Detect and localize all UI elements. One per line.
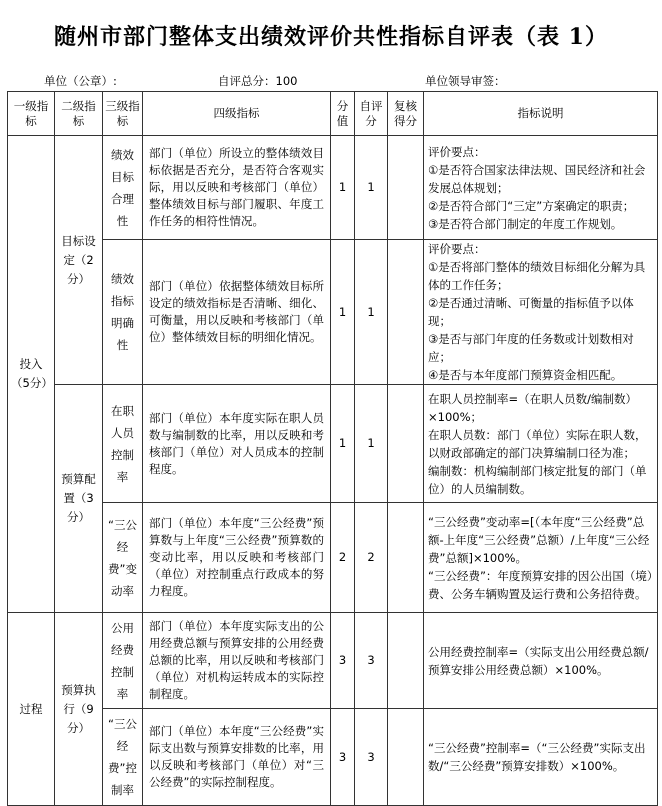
score-cell: 3	[331, 613, 355, 709]
explain-line: “三公经费”：年度预算安排的因公出国（境）费、公务车辆购置及运行费和公务招待费。	[428, 568, 653, 601]
level3-cell: 绩效指标明确性	[103, 240, 143, 385]
explain-cell	[424, 385, 658, 503]
score-cell: 3	[331, 709, 355, 806]
header-level4: 四级指标	[143, 92, 331, 136]
explain-cell	[424, 709, 658, 806]
page-title: 随州市部门整体支出绩效评价共性指标自评表（表 1）	[54, 24, 608, 50]
explain-line: “三公经费”控制率=（“三公经费”实际支出数/“三公经费”预算安排数）×100%。	[428, 741, 646, 773]
explain-line: 评价要点：	[428, 242, 486, 256]
explain-line: ①是否符合国家法律法规、国民经济和社会发展总体规划；	[428, 162, 646, 195]
table-row	[8, 385, 658, 503]
explain-line: ②是否符合部门“三定”方案确定的职责；	[428, 198, 635, 213]
explain-line: 在职人员数：部门（单位）实际在职人数，以财政部确定的部门决算编制口径为准；	[428, 427, 647, 460]
review-score-cell[interactable]	[388, 240, 424, 385]
review-score-cell[interactable]	[388, 136, 424, 240]
explain-cell	[424, 240, 658, 385]
total-score-label: 自评总分：100	[218, 74, 298, 88]
self-score-cell: 3	[355, 613, 388, 709]
explain-line: 评价要点：	[428, 144, 486, 159]
table-header-row	[8, 92, 658, 136]
explain-line: 编制数：机构编制部门核定批复的部门（单位）的人员编制数。	[428, 463, 647, 496]
subgroup-budget-config-cell: 预算配置（3分）	[55, 385, 103, 613]
header-score: 分值	[331, 92, 355, 136]
level3-cell: 公用经费控制率	[103, 613, 143, 709]
group-input-cell: 投入（5分）	[8, 136, 55, 613]
explain-line: ③是否与部门年度的任务数或计划数相对应；	[428, 332, 634, 364]
header-explain: 指标说明	[424, 92, 658, 136]
level4-cell: 部门（单位）本年度实际在职人员数与编制数的比率，用以反映和考核部门（单位）对人员成本的控制程度。	[143, 385, 331, 503]
subgroup-target-cell: 目标设定（2分）	[55, 136, 103, 385]
table-row	[8, 709, 658, 806]
explain-line: ①是否将部门整体的绩效目标细化分解为具体的工作任务；	[428, 260, 646, 292]
explain-line: 公用经费控制率=（实际支出公用经费总额/预算安排公用经费总额）×100%。	[428, 644, 649, 677]
self-score-cell: 1	[355, 136, 388, 240]
table-row	[8, 613, 658, 709]
explain-cell	[424, 136, 658, 240]
score-cell: 2	[331, 503, 355, 613]
self-score-cell: 3	[355, 709, 388, 806]
level4-cell: 部门（单位）所设立的整体绩效目标依据是否充分，是否符合客观实际，用以反映和考核部门（单位）整体绩效目标与部门履职、年度工作任务的相符性情况。	[143, 136, 331, 240]
header-level1: 一级指标	[8, 92, 55, 136]
unit-seal-label: 单位（公章）:	[44, 74, 117, 88]
header-self-score: 自评分	[355, 92, 388, 136]
review-score-cell[interactable]	[388, 613, 424, 709]
level3-cell: 在职人员控制率	[103, 385, 143, 503]
indicator-table	[7, 91, 658, 806]
header-review-score: 复核得分	[388, 92, 424, 136]
explain-line: “三公经费”变动率=[（本年度“三公经费”总额-上年度“三公经费”总额）/上年度“三公经费”总额]×100%。	[428, 514, 650, 565]
self-score-cell: 1	[355, 385, 388, 503]
self-score-cell: 2	[355, 503, 388, 613]
explain-line: ②是否通过清晰、可衡量的指标值予以体现；	[428, 296, 634, 328]
explain-line: 在职人员控制率=（在职人员数/编制数）×100%；	[428, 391, 638, 424]
group-process-cell: 过程	[8, 613, 55, 806]
explain-cell	[424, 613, 658, 709]
review-score-cell[interactable]	[388, 385, 424, 503]
level3-cell: “三公经费”变动率	[103, 503, 143, 613]
explain-line: ④是否与本年度部门预算资金相匹配。	[428, 368, 623, 382]
level4-cell: 部门（单位）依据整体绩效目标所设定的绩效指标是否清晰、细化、可衡量，用以反映和考核部门（单位）整体绩效目标的明细化情况。	[143, 240, 331, 385]
table-row	[8, 136, 658, 240]
level4-cell: 部门（单位）本年度“三公经费”实际支出数与预算安排数的比率，用以反映和考核部门（单位）对“三公经费”的实际控制程度。	[143, 709, 331, 806]
score-cell: 1	[331, 385, 355, 503]
level4-cell: 部门（单位）本年度“三公经费”预算数与上年度“三公经费”预算数的变动比率，用以反映和考核部门（单位）对控制重点行政成本的努力程度。	[143, 503, 331, 613]
table-row	[8, 503, 658, 613]
header-level2: 二级指标	[55, 92, 103, 136]
leader-approval-label: 单位领导审签：	[425, 74, 506, 88]
header-level3: 三级指标	[103, 92, 143, 136]
level3-cell: 绩效目标合理性	[103, 136, 143, 240]
explain-cell	[424, 503, 658, 613]
explain-line: ③是否符合部门制定的年度工作规划。	[428, 216, 623, 231]
level3-cell: “三公经费”控制率	[103, 709, 143, 806]
review-score-cell[interactable]	[388, 503, 424, 613]
table-row	[8, 240, 658, 385]
review-score-cell[interactable]	[388, 709, 424, 806]
self-score-cell: 1	[355, 240, 388, 385]
subgroup-budget-exec-cell: 预算执行（9分）	[55, 613, 103, 806]
level4-cell: 部门（单位）本年度实际支出的公用经费总额与预算安排的公用经费总额的比率，用以反映和考核部门（单位）对机构运转成本的实际控制程度。	[143, 613, 331, 709]
score-cell: 1	[331, 240, 355, 385]
score-cell: 1	[331, 136, 355, 240]
